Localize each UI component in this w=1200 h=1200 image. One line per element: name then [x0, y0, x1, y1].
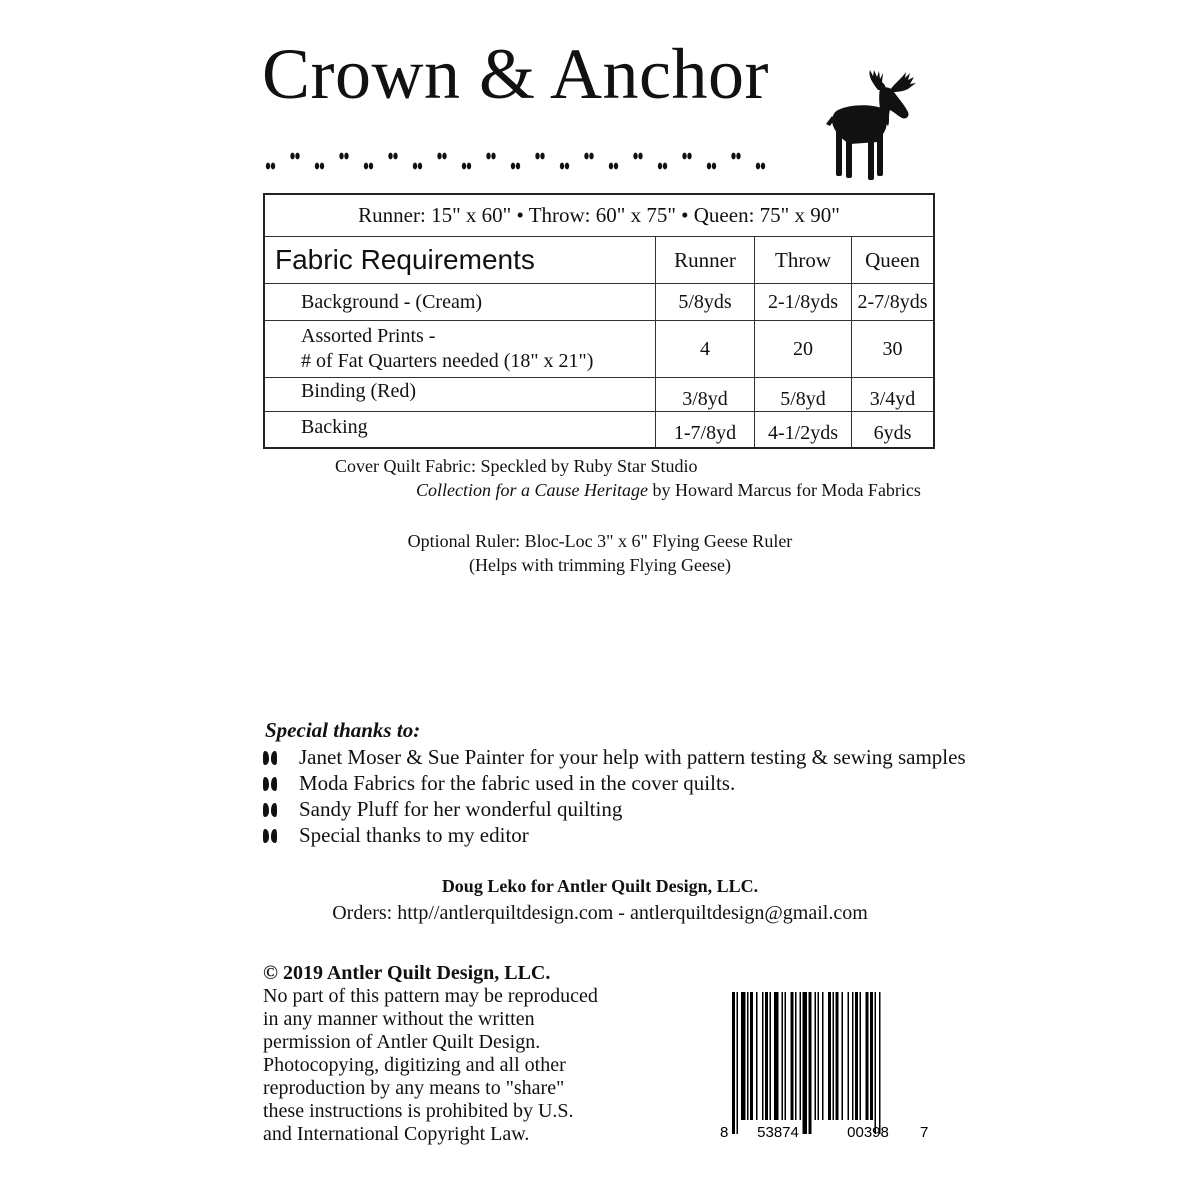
hoofprint-mark	[486, 153, 490, 160]
copyright-line: reproduction by any means to "share"	[263, 1077, 565, 1099]
barcode-bar	[800, 992, 802, 1120]
table-row	[264, 412, 934, 448]
author-credit: Doug Leko for Antler Quilt Design, LLC.	[441, 876, 759, 896]
hoofprint-mark	[388, 153, 392, 160]
copyright-line: Photocopying, digitizing and all other	[263, 1054, 566, 1076]
hoofprint-mark	[344, 153, 348, 160]
hoofprint-mark	[761, 163, 765, 170]
hoofprint-mark	[638, 153, 642, 160]
hoofprint-mark	[560, 163, 564, 170]
copyright-line: and International Copyright Law.	[263, 1123, 530, 1145]
thanks-text: Moda Fabrics for the fabric used in the cover quilts.	[299, 771, 736, 795]
copyright-line: in any manner without the written	[263, 1008, 535, 1030]
fabric-requirements-table	[263, 193, 935, 449]
hoofprint-mark	[491, 153, 495, 160]
cell-value: 4-1/2yds	[755, 412, 852, 448]
thanks-text: Special thanks to my editor	[299, 823, 529, 847]
orders-contact: Orders: http//antlerquiltdesign.com - antlerquiltdesign@gmail.com	[332, 902, 868, 924]
copyright-line: permission of Antler Quilt Design.	[263, 1031, 541, 1053]
barcode-bar	[750, 992, 753, 1120]
hoofprint-mark	[290, 153, 294, 160]
barcode-bar	[770, 992, 772, 1120]
row-label	[264, 321, 656, 378]
hoofprint-mark	[589, 153, 593, 160]
cell-value: 4	[656, 321, 755, 378]
hoofprint-icon	[263, 828, 277, 844]
hoofprint-mark	[736, 153, 740, 160]
cell-value: 1-7/8yd	[656, 412, 755, 448]
row-label: Background - (Cream)	[264, 284, 656, 321]
hoofprint-mark	[266, 163, 270, 170]
barcode-bar	[747, 992, 749, 1120]
table-heading: Fabric Requirements	[264, 237, 656, 284]
barcode-bar	[875, 992, 877, 1134]
row-label: Backing	[264, 412, 656, 448]
barcode-bar	[879, 992, 881, 1134]
barcode-bar	[852, 992, 854, 1120]
barcode-bar	[741, 992, 746, 1120]
ruler-line: Optional Ruler: Bloc-Loc 3" x 6" Flying Geese Ruler	[407, 531, 793, 551]
hoofprint-mark	[540, 153, 544, 160]
cell-value: 3/8yd	[656, 378, 755, 412]
hoofprint-mark	[462, 163, 466, 170]
copyright-line: No part of this pattern may be reproduced	[263, 985, 598, 1007]
hoofprint-mark	[712, 163, 716, 170]
cell-value: 20	[755, 321, 852, 378]
barcode-bar	[774, 992, 779, 1120]
cell-value: 2-1/8yds	[755, 284, 852, 321]
thanks-item	[263, 771, 735, 796]
thanks-item	[263, 797, 622, 822]
column-header-runner: Runner	[656, 237, 755, 284]
special-thanks-heading: Special thanks to:	[265, 718, 421, 742]
barcode-bar	[833, 992, 835, 1120]
collection-name: Collection for a Cause Heritage	[416, 480, 648, 500]
barcode-bar	[782, 992, 784, 1120]
collection-line	[416, 480, 921, 501]
barcode-bar	[870, 992, 873, 1120]
hoofprint-mark	[633, 153, 637, 160]
hoofprint-mark	[535, 153, 539, 160]
hoofprint-mark	[369, 163, 373, 170]
optional-ruler-note	[330, 529, 870, 577]
hoofprint-mark	[663, 163, 667, 170]
hoofprint-mark	[295, 153, 299, 160]
barcode-bar	[828, 992, 831, 1120]
barcode-bar	[848, 992, 850, 1120]
barcode-digit-last: 7	[920, 1124, 929, 1140]
hoofprint-icon	[263, 776, 277, 792]
column-header-queen: Queen	[852, 237, 935, 284]
hoof-tracks-decoration	[262, 150, 782, 180]
collection-credit: by Howard Marcus for Moda Fabrics	[647, 480, 921, 500]
barcode-digit-group-right: 00398	[847, 1124, 889, 1140]
ruler-subnote: (Helps with trimming Flying Geese)	[469, 555, 731, 575]
table-header-row	[264, 237, 934, 284]
cell-value: 2-7/8yds	[852, 284, 935, 321]
hoofprint-mark	[467, 163, 471, 170]
thanks-item	[263, 823, 529, 848]
barcode-bar	[822, 992, 824, 1120]
barcode-bar	[756, 992, 758, 1120]
barcode-bar	[815, 992, 817, 1120]
hoofprint-mark	[516, 163, 520, 170]
hoofprint-mark	[511, 163, 515, 170]
row-label: Binding (Red)	[264, 378, 656, 412]
copyright-heading: © 2019 Antler Quilt Design, LLC.	[263, 962, 551, 984]
barcode-bar	[732, 992, 735, 1134]
hoofprint-mark	[614, 163, 618, 170]
barcode-bar	[818, 992, 820, 1120]
hoofprint-mark	[320, 163, 324, 170]
barcode-bar	[842, 992, 844, 1120]
thanks-text: Janet Moser & Sue Painter for your help with pattern testing & sewing samples	[299, 745, 966, 769]
sizes-row	[264, 194, 934, 237]
copyright-line: these instructions is prohibited by U.S.	[263, 1100, 574, 1122]
upc-barcode	[718, 990, 933, 1140]
hoofprint-mark	[756, 163, 760, 170]
hoofprint-mark	[442, 153, 446, 160]
barcode-bar	[795, 992, 797, 1120]
hoofprint-mark	[687, 153, 691, 160]
barcode-bar	[836, 992, 839, 1120]
hoofprint-mark	[658, 163, 662, 170]
hoofprint-mark	[707, 163, 711, 170]
column-header-throw: Throw	[755, 237, 852, 284]
row-label-line1: Assorted Prints -	[301, 325, 436, 347]
barcode-bar	[762, 992, 764, 1120]
cell-value: 30	[852, 321, 935, 378]
cell-value: 5/8yd	[755, 378, 852, 412]
cell-value: 3/4yd	[852, 378, 935, 412]
thanks-item	[263, 745, 966, 770]
hoofprint-mark	[682, 153, 686, 160]
barcode-bar	[737, 992, 739, 1134]
barcode-bar	[860, 992, 862, 1120]
barcode-digit-first: 8	[720, 1124, 729, 1140]
row-label-line2: # of Fat Quarters needed (18" x 21")	[301, 350, 594, 372]
hoofprint-mark	[413, 163, 417, 170]
sizes-line: Runner: 15" x 60" • Throw: 60" x 75" • Queen: 75" x 90"	[264, 194, 934, 237]
barcode-bar	[866, 992, 869, 1120]
barcode-bar	[791, 992, 794, 1120]
hoofprint-mark	[731, 153, 735, 160]
copyright-notice	[263, 962, 683, 1146]
barcode-bar	[803, 992, 808, 1134]
cover-fabric-line: Cover Quilt Fabric: Speckled by Ruby Star Studio	[335, 456, 698, 476]
hoofprint-mark	[418, 163, 422, 170]
hoofprint-mark	[271, 163, 275, 170]
thanks-text: Sandy Pluff for her wonderful quilting	[299, 797, 623, 821]
table-row	[264, 378, 934, 412]
barcode-digit-group-left: 53874	[757, 1124, 799, 1140]
barcode-bar	[809, 992, 812, 1134]
pattern-title: Crown & Anchor	[262, 34, 769, 114]
table-row	[264, 284, 934, 321]
cell-value: 5/8yds	[656, 284, 755, 321]
hoofprint-mark	[437, 153, 441, 160]
hoofprint-mark	[393, 153, 397, 160]
hoofprint-mark	[339, 153, 343, 160]
moose-logo-icon	[820, 68, 940, 186]
hoofprint-mark	[609, 163, 613, 170]
hoofprint-mark	[315, 163, 319, 170]
hoofprint-mark	[565, 163, 569, 170]
table-row	[264, 321, 934, 378]
cell-value: 6yds	[852, 412, 935, 448]
hoofprint-icon	[263, 802, 277, 818]
barcode-bar	[785, 992, 787, 1120]
barcode-bar	[765, 992, 768, 1120]
hoofprint-mark	[364, 163, 368, 170]
hoofprint-mark	[584, 153, 588, 160]
barcode-bar	[855, 992, 858, 1120]
hoofprint-icon	[263, 750, 277, 766]
